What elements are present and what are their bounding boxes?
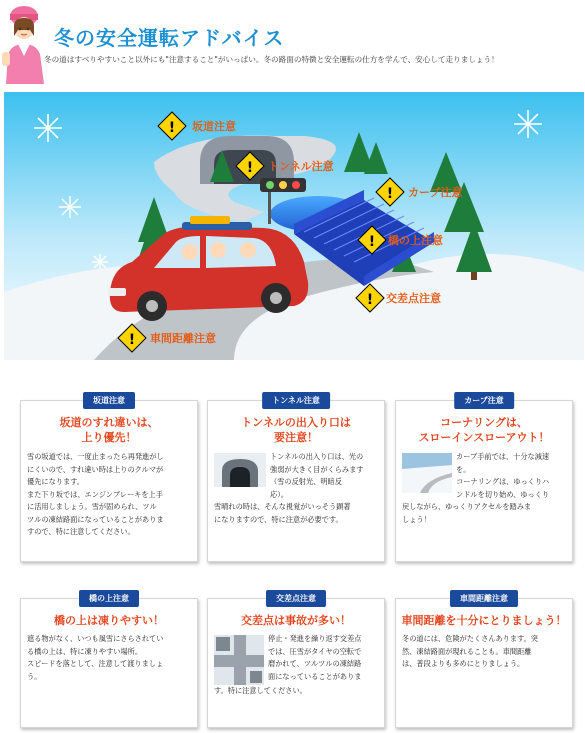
tunnel-photo xyxy=(214,453,266,493)
card-body: 冬の道には、危険がたくさんあります。突 然、凍結路面が現れることも。車間距離 は、普段よりも多めにとりましょう。 xyxy=(402,634,538,668)
card-tab: トンネル注意 xyxy=(262,392,330,409)
card-heading: 橋の上は凍りやすい！ xyxy=(54,614,164,627)
card-body: 遮る物がなく、いつも風雪にさらされてい る橋の上は、特に凍りやすい場所。 スピードを落として、注意して渡りましょ う。 xyxy=(27,634,164,681)
card-heading: 坂道のすれ違いは、 上り優先！ xyxy=(59,416,159,444)
guide-woman-avatar xyxy=(0,0,50,84)
snowflake-icon xyxy=(92,254,108,270)
card-body: カーブ手前では、十分な減速 を。 コーナリングは、ゆっくりハ ンドルを切り始め、ゆっくり xyxy=(456,452,550,499)
card-heading: トンネルの出入り口は 要注意！ xyxy=(241,416,351,444)
card-tab: カーブ注意 xyxy=(454,392,514,409)
illus-label-curve: カーブ注意 xyxy=(408,186,463,199)
page-title: 冬の安全運転アドバイス xyxy=(54,26,285,50)
advice-card-bridge xyxy=(20,594,198,728)
card-body: 雪の坂道では、一度止まったら再発進がし にくいので、すれ違い時は上りのクルマが 優先になります。 また下り坂では、エンジンブレーキを上手 に活用しましょう。雪が固められ、ツル ツルの凍結路面になっていることがありま すので、特に注意してください。 xyxy=(27,452,164,536)
card-heading: 車間距離を十分にとりましょう！ xyxy=(401,614,567,627)
illus-label-intersection: 交差点注意 xyxy=(386,292,441,305)
card-body-continued: 雪晴れの時は、そんな視覚がいっそう顕著 になりますので、特に注意が必要です。 xyxy=(214,502,351,524)
snowflake-icon xyxy=(34,114,62,142)
intersection-photo xyxy=(214,635,264,685)
winter-road-illustration xyxy=(4,92,584,360)
svg-text:!: ! xyxy=(368,234,376,250)
card-tab: 橋の上注意 xyxy=(79,590,139,607)
page-subtitle: 冬の道はすべりやすいこと以外にも"注意すること"がいっぱい。冬の路面の特徴と安全運転の仕方を学んで、安心して走りましょう！ xyxy=(44,55,499,64)
advice-card-curve xyxy=(395,396,573,562)
svg-text:!: ! xyxy=(246,160,254,176)
illus-label-bridge: 橋の上注意 xyxy=(388,234,443,247)
card-body: トンネルの出入り口は、光の 強弱が大きく目がくらみます （雪の反射光、明暗反 応）。 xyxy=(270,452,364,499)
card-tab: 車間距離注意 xyxy=(450,590,518,607)
advice-card-intersection xyxy=(207,594,385,728)
card-heading: 交差点は事故が多い！ xyxy=(241,614,351,627)
card-tab: 交差点注意 xyxy=(266,590,326,607)
svg-text:!: ! xyxy=(366,292,374,308)
snowflake-icon xyxy=(514,110,542,138)
card-body-continued: す。特に注意してください。 xyxy=(214,686,307,695)
illus-label-tunnel: トンネル注意 xyxy=(268,160,334,173)
illus-label-slope: 坂道注意 xyxy=(192,120,236,133)
card-body: 停止・発進を繰り返す交差点 では、圧雪がタイヤの空転で 磨かれて、ツルツルの凍結路 面になっていることがありま xyxy=(268,634,362,681)
advice-card-distance xyxy=(395,594,573,728)
svg-text:!: ! xyxy=(386,186,394,202)
snowy-curve-photo xyxy=(402,453,452,493)
illus-label-distance: 車間距離注意 xyxy=(150,332,216,345)
page-header xyxy=(0,0,585,88)
card-body-continued: 戻しながら、ゆっくりアクセルを踏みま しょう！ xyxy=(402,502,532,524)
advice-card-tunnel xyxy=(207,396,385,562)
svg-text:!: ! xyxy=(168,120,176,136)
snowflake-icon xyxy=(59,196,81,218)
card-tab: 坂道注意 xyxy=(83,392,135,409)
advice-card-slope xyxy=(20,396,198,562)
card-heading: コーナリングは、 スローインスローアウト！ xyxy=(418,416,550,444)
svg-text:!: ! xyxy=(128,332,136,348)
